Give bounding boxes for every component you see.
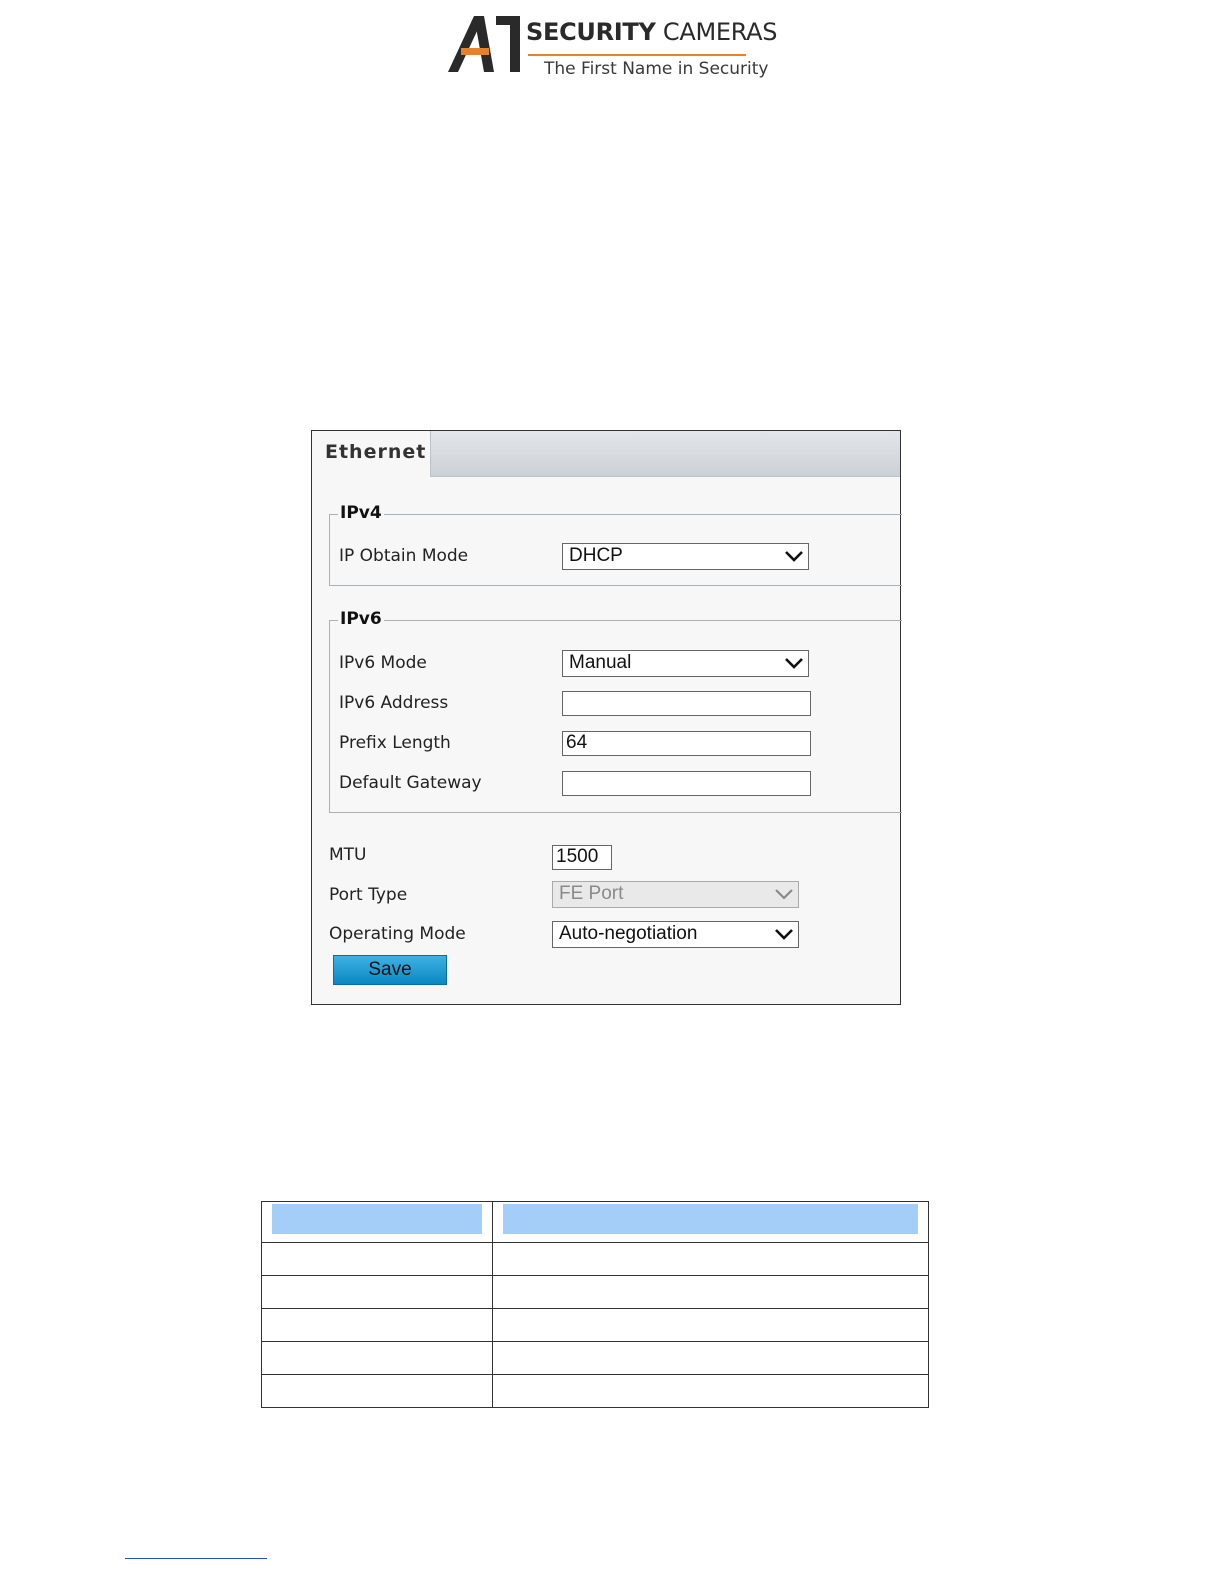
ipv6-legend: IPv6	[340, 609, 382, 629]
table-row	[262, 1342, 929, 1375]
chevron-down-icon	[784, 655, 804, 671]
ip-obtain-mode-label: IP Obtain Mode	[339, 546, 469, 566]
ip-obtain-mode-select[interactable]	[562, 543, 809, 570]
table-cell	[262, 1243, 493, 1276]
table-row	[262, 1276, 929, 1309]
ipv6-address-label: IPv6 Address	[339, 693, 449, 713]
brand-underline	[528, 54, 746, 56]
mtu-label: MTU	[329, 845, 367, 865]
chevron-down-icon	[784, 548, 804, 564]
table-cell	[262, 1342, 493, 1375]
table-cell	[493, 1342, 929, 1375]
table-cell	[493, 1276, 929, 1309]
ipv6-mode-label: IPv6 Mode	[339, 653, 427, 673]
prefix-length-label: Prefix Length	[339, 733, 451, 753]
chevron-down-icon	[774, 926, 794, 942]
port-type-label: Port Type	[329, 885, 408, 905]
tab-ethernet[interactable]: Ethernet	[312, 431, 431, 477]
table-cell	[493, 1243, 929, 1276]
table-cell	[493, 1375, 929, 1408]
save-button[interactable]: Save	[333, 955, 447, 985]
brand-name: SECURITY CAMERAS	[526, 18, 778, 46]
table-row	[262, 1243, 929, 1276]
ethernet-settings-panel	[311, 430, 901, 1005]
ipv6-mode-select[interactable]	[562, 650, 809, 677]
operating-mode-select[interactable]	[552, 921, 799, 948]
table-row	[262, 1375, 929, 1408]
chevron-down-icon	[774, 886, 794, 902]
table-row	[262, 1309, 929, 1342]
prefix-length-input[interactable]: 64	[562, 731, 811, 756]
footer-link-underline	[125, 1558, 267, 1559]
table-header-cell	[493, 1202, 929, 1243]
table-cell	[262, 1309, 493, 1342]
ipv6-mode-value: Manual	[569, 652, 632, 673]
default-gateway-label: Default Gateway	[339, 773, 482, 793]
company-logo	[444, 10, 778, 79]
default-gateway-input[interactable]	[562, 771, 811, 796]
brand-tagline: The First Name in Security	[544, 59, 769, 79]
operating-mode-value: Auto-negotiation	[559, 923, 698, 944]
port-type-value: FE Port	[559, 883, 624, 904]
port-type-select	[552, 881, 799, 908]
parameter-table	[261, 1201, 929, 1408]
table-cell	[262, 1375, 493, 1408]
ipv4-legend: IPv4	[340, 503, 382, 523]
ipv6-address-input[interactable]	[562, 691, 811, 716]
ip-obtain-mode-value: DHCP	[569, 545, 623, 566]
mtu-input[interactable]: 1500	[552, 845, 612, 870]
a1-logo-mark-icon	[444, 12, 524, 76]
operating-mode-label: Operating Mode	[329, 924, 466, 944]
table-header-cell	[262, 1202, 493, 1243]
table-cell	[262, 1276, 493, 1309]
table-cell	[493, 1309, 929, 1342]
table-header-row	[262, 1202, 929, 1243]
